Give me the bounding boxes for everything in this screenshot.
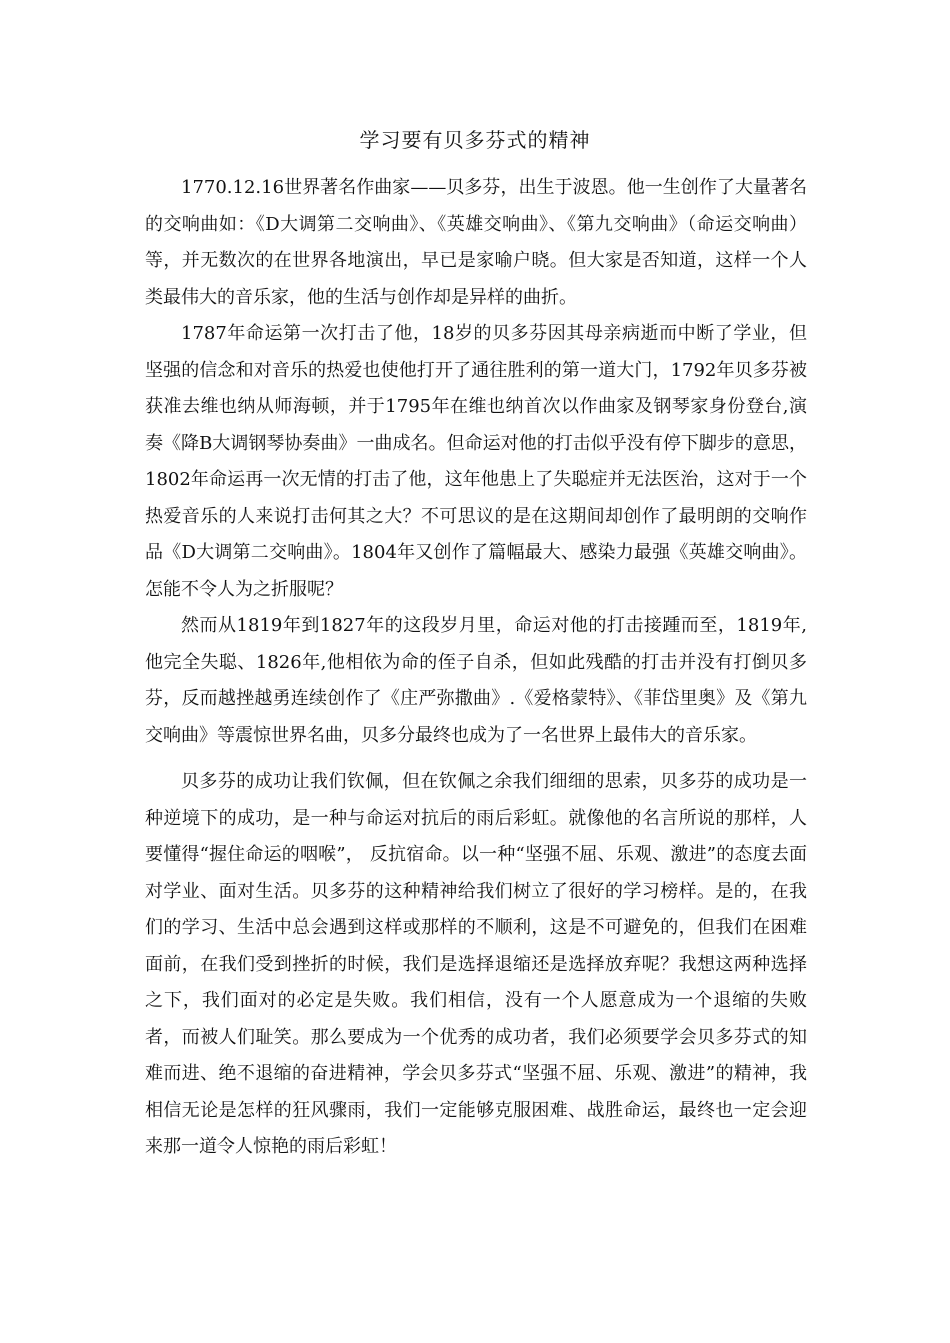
document-title: 学习要有贝多芬式的精神 <box>359 128 591 152</box>
paragraph-1: 1770.12.16世界著名作曲家——贝多芬，出生于波恩。他一生创作了大量著名的交响曲如：《D大调第二交响曲》、《英雄交响曲》、《第九交响曲》（命运交响曲）等，并无数次的在世界各地演出，早已是家喻户晓。但大家是否知道，这样一个人类最伟大的音乐家，他的生活与创作却是异样的曲折。 <box>145 177 807 308</box>
document-body <box>145 170 807 1166</box>
paragraph-3: 然而从1819年到1827年的这段岁月里，命运对他的打击接踵而至，1819年,他完全失聪、1826年,他相依为命的侄子自杀，但如此残酷的打击并没有打倒贝多芬，反而越挫越勇连续创作了《庄严弥撒曲》.《爱格蒙特》、《菲岱里奥》及《第九交响曲》等震惊世界名曲，贝多分最终也成为了一名世界上最伟大的音乐家。 <box>145 615 807 746</box>
paragraph-4: 贝多芬的成功让我们钦佩，但在钦佩之余我们细细的思索，贝多芬的成功是一种逆境下的成功，是一种与命运对抗后的雨后彩虹。就像他的名言所说的那样，人要懂得“握住命运的咽喉”， 反抗宿命。以一种“坚强不屈、乐观、激进”的态度去面对学业、面对生活。贝多芬的这种精神给我们树立了很好的学习榜样。是的，在我们的学习、生活中总会遇到这样或那样的不顺利，这是不可避免的，但我们在困难面前，在我们受到挫折的时候，我们是选择退缩还是选择放弃呢？我想这两种选择之下，我们面对的必定是失败。我们相信，没有一个人愿意成为一个退缩的失败者，而被人们耻笑。那么要成为一个优秀的成功者，我们必须要学会贝多芬式的知难而进、绝不退缩的奋进精神，学会贝多芬式“坚强不屈、乐观、激进”的精神，我相信无论是怎样的狂风骤雨，我们一定能够克服困难、战胜命运，最终也一定会迎来那一道令人惊艳的雨后彩虹！ <box>145 771 807 1157</box>
paragraph-2: 1787年命运第一次打击了他，18岁的贝多芬因其母亲病逝而中断了学业，但坚强的信念和对音乐的热爱也使他打开了通往胜利的第一道大门，1792年贝多芬被获准去维也纳从师海顿，并于1795年在维也纳首次以作曲家及钢琴家身份登台,演奏《降B大调钢琴协奏曲》一曲成名。但命运对他的打击似乎没有停下脚步的意思，1802年命运再一次无情的打击了他，这年他患上了失聪症并无法医治，这对于一个热爱音乐的人来说打击何其之大？不可思议的是在这期间却创作了最明朗的交响作品《D大调第二交响曲》。1804年又创作了篇幅最大、感染力最强《英雄交响曲》。怎能不令人为之折服呢？ <box>145 323 807 600</box>
